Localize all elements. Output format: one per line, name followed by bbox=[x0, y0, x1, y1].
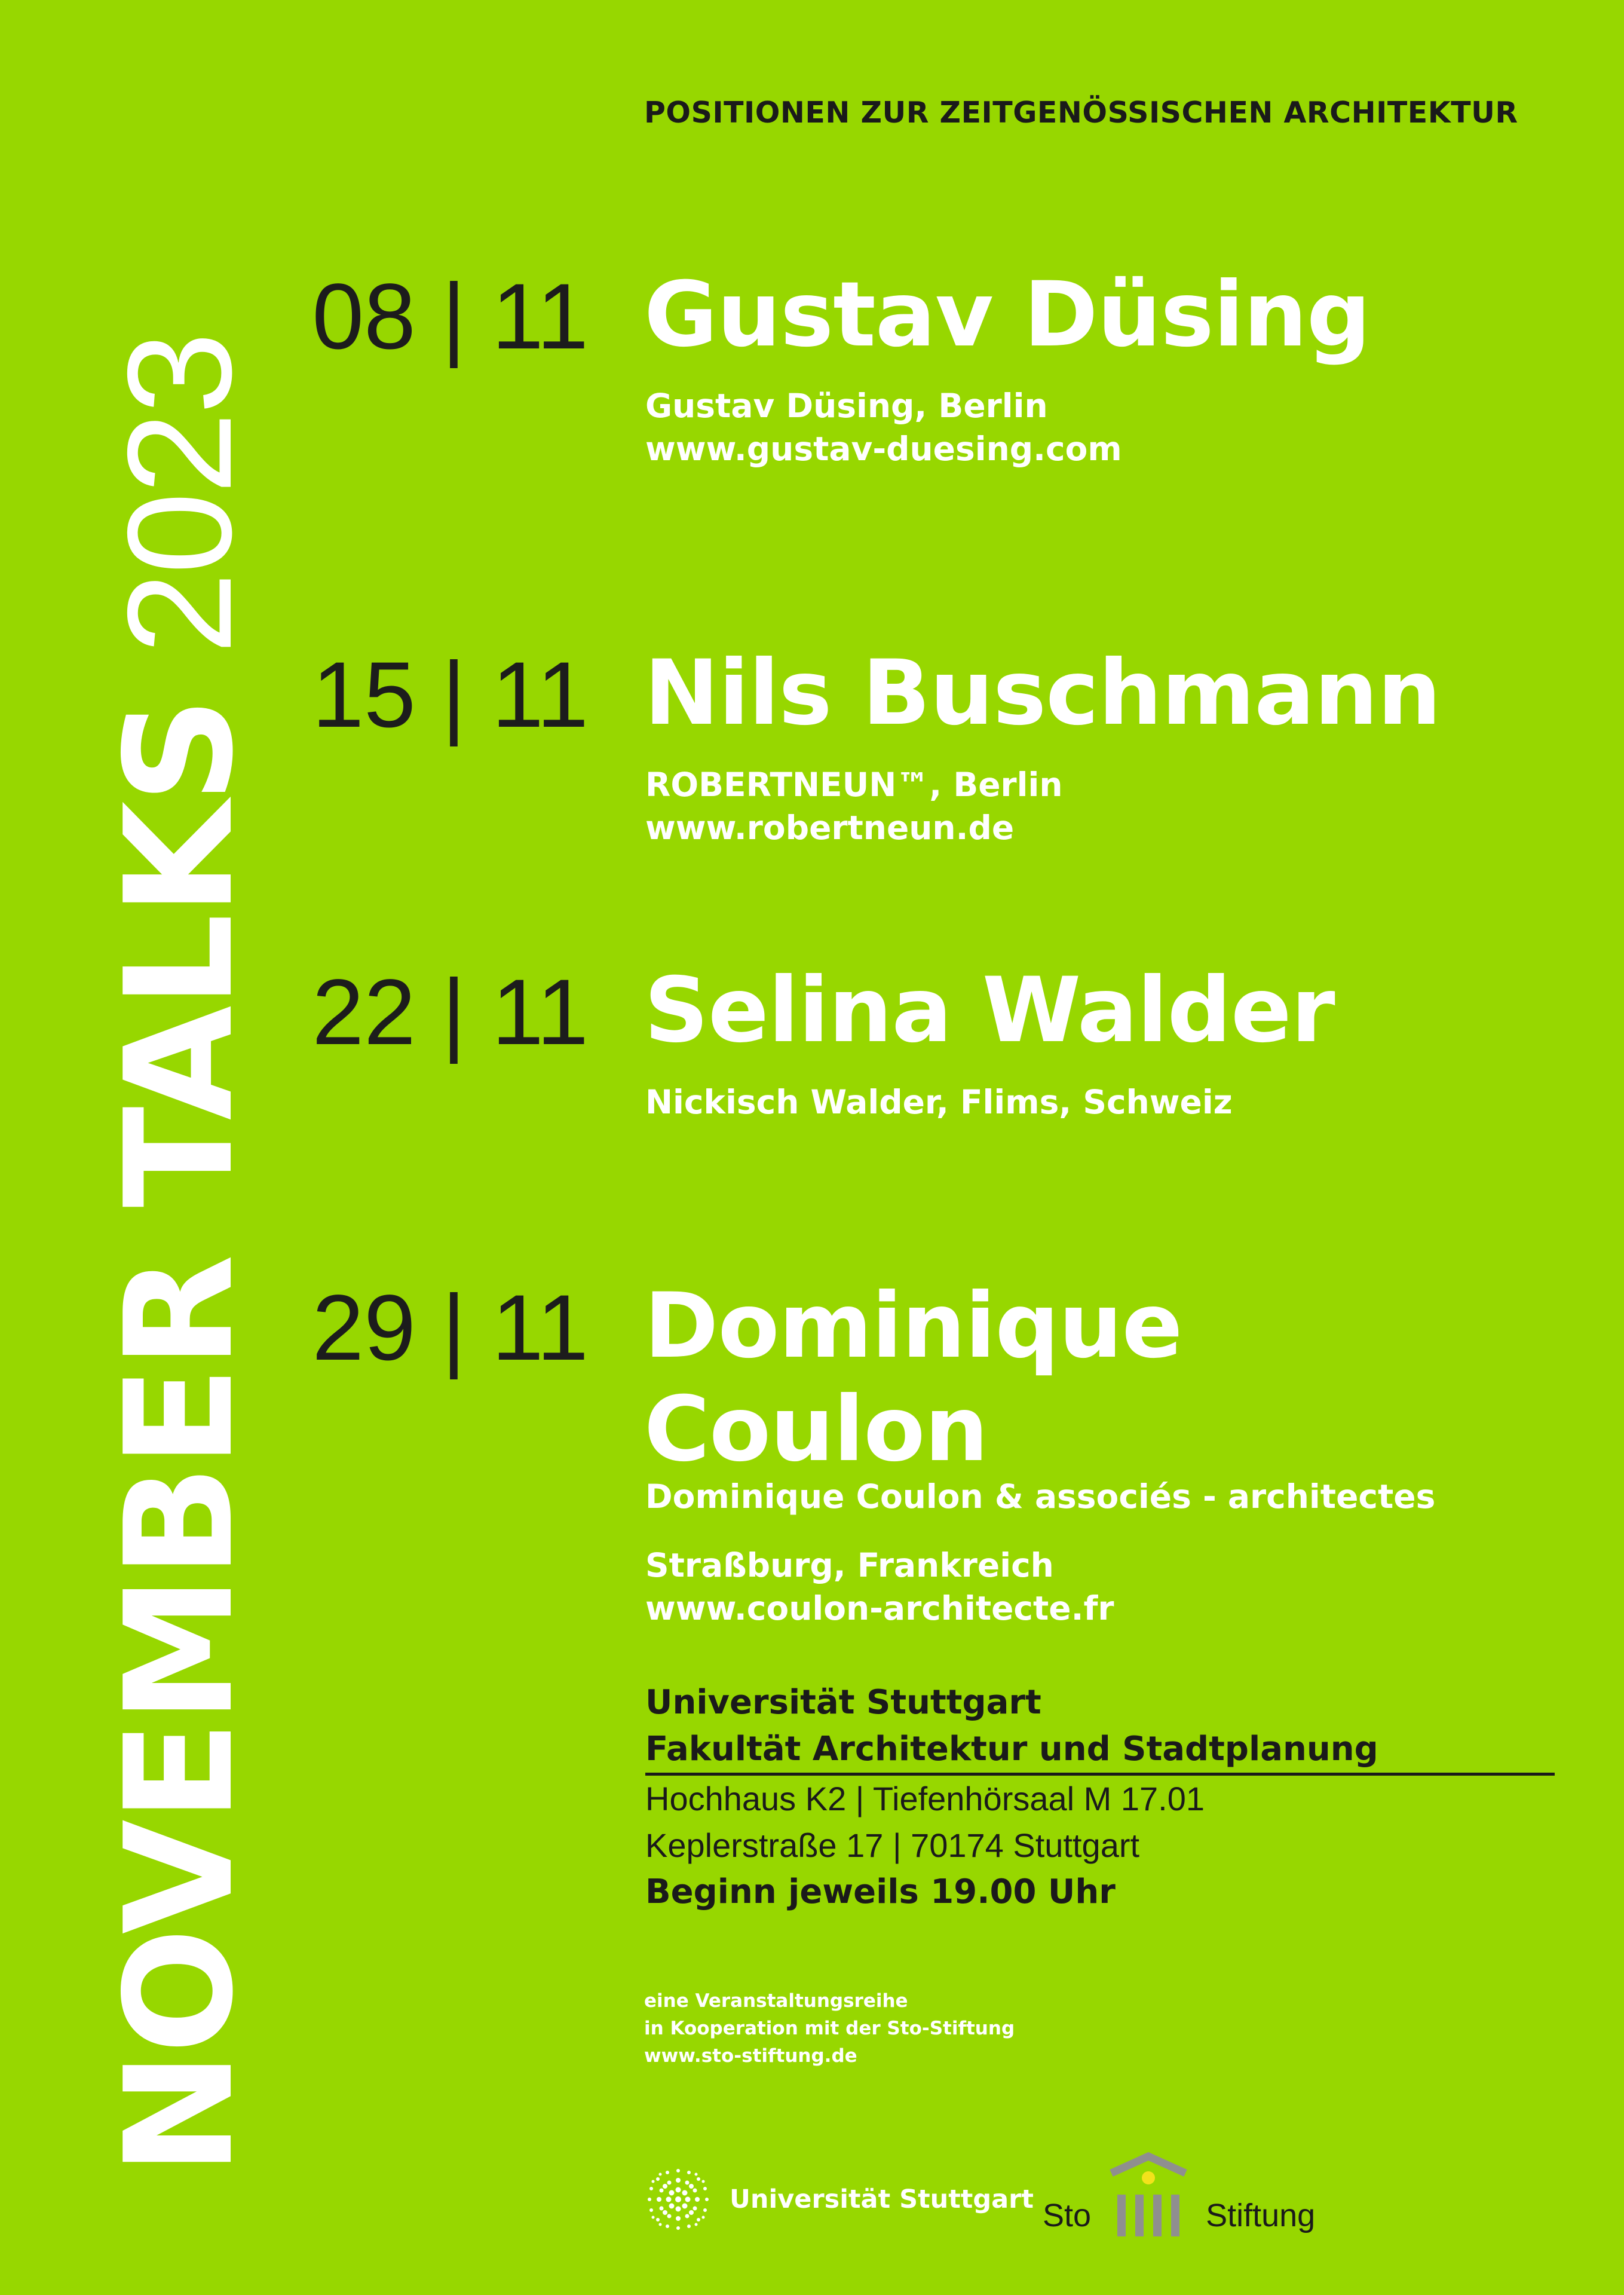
speaker-name-line2: Coulon bbox=[644, 1378, 988, 1482]
speaker-name: Selina Walder bbox=[644, 959, 1335, 1063]
venue-faculty: Fakultät Architektur und Stadtplanung bbox=[645, 1726, 1555, 1776]
note-line: in Kooperation mit der Sto-Stiftung bbox=[644, 2018, 1015, 2039]
venue-address: Keplerstraße 17 | 70174 Stuttgart bbox=[645, 1826, 1140, 1864]
speaker-location: Straßburg, Frankreich bbox=[645, 1546, 1054, 1584]
speaker-name: Dominique bbox=[644, 1274, 1182, 1378]
university-logo-label: Universität Stuttgart bbox=[730, 2184, 1034, 2214]
speaker-office: Nickisch Walder, Flims, Schweiz bbox=[645, 1083, 1233, 1121]
speaker-website: www.coulon-architecte.fr bbox=[645, 1589, 1114, 1627]
note-line: eine Veranstaltungsreihe bbox=[644, 1990, 908, 2012]
speaker-office: Gustav Düsing, Berlin bbox=[645, 387, 1048, 425]
university-emblem-icon bbox=[642, 2164, 714, 2235]
poster-title-year: 2023 bbox=[96, 334, 262, 654]
speaker-name: Nils Buschmann bbox=[644, 641, 1441, 745]
speaker-name: Gustav Düsing bbox=[644, 263, 1371, 367]
tagline: POSITIONEN ZUR ZEITGENÖSSISCHEN ARCHITEKTUR bbox=[644, 96, 1518, 130]
university-logo bbox=[642, 2164, 1034, 2235]
talk-date: 08 | 11 bbox=[312, 265, 589, 369]
speaker-website: www.robertneun.de bbox=[645, 809, 1015, 847]
talk-date: 22 | 11 bbox=[312, 960, 589, 1064]
cooperation-note bbox=[644, 1987, 1015, 2070]
venue-time: Beginn jeweils 19.00 Uhr bbox=[645, 1872, 1116, 1911]
speaker-office: ROBERTNEUN™, Berlin bbox=[645, 766, 1063, 804]
poster-title bbox=[94, 120, 266, 2175]
venue-block bbox=[645, 1679, 1555, 1915]
talk-date: 29 | 11 bbox=[312, 1276, 589, 1380]
stiftung-logo-text: Stiftung bbox=[1206, 2198, 1316, 2233]
speaker-website: www.gustav-duesing.com bbox=[645, 430, 1122, 468]
venue-room: Hochhaus K2 | Tiefenhörsaal M 17.01 bbox=[645, 1780, 1205, 1817]
speaker-office: Dominique Coulon & associés - architectes bbox=[645, 1477, 1436, 1516]
talk-date: 15 | 11 bbox=[312, 643, 589, 747]
note-website: www.sto-stiftung.de bbox=[644, 2045, 857, 2067]
sto-logo-text: Sto bbox=[1043, 2198, 1092, 2233]
sto-pillars-icon bbox=[1107, 2152, 1190, 2241]
venue-university: Universität Stuttgart bbox=[645, 1683, 1041, 1722]
poster-title-main: NOVEMBER TALKS bbox=[94, 699, 266, 2175]
sto-stiftung-logo bbox=[1043, 2137, 1315, 2241]
